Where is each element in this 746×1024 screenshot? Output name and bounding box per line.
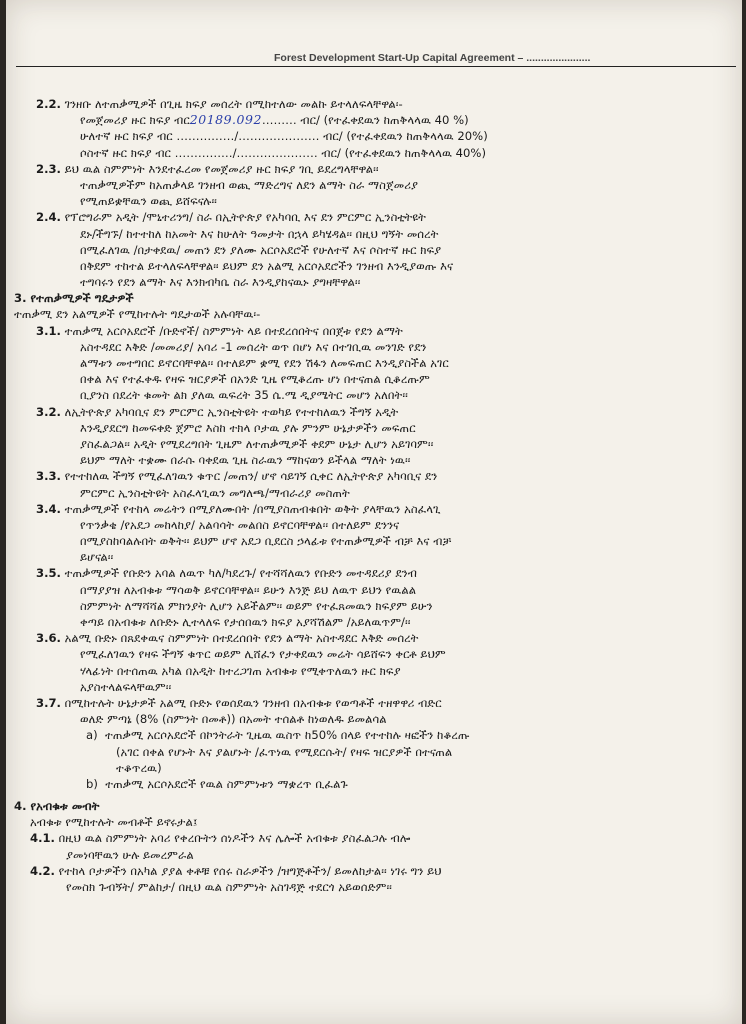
clause-line: በቀል እና የተፈቀዱ የዛፍ ዝርያዎች በአንድ ጊዜ የሚቆረጡ ሆነ በተናጠል ሲቆረጡም [80, 372, 430, 387]
clause-number: 4.1. [30, 831, 55, 846]
clause-text: ተጠቃሚዎች የቡድን አባል ለዉጥ ካለ/ካደረጉ/ የተሻሻለዉን የቡድን መተዳደሪያ ደንብ [64, 566, 417, 581]
sub-item-line: (አገር በቀል የሆኑት እና ያልሆኑት /ፈጥነዉ የሚደርሱት/ የዛፍ ዝርያዎች በተናጠል [116, 744, 453, 759]
clause-line: ስምምነት ለማሻሻል ምክንያት ሊሆን አይችልም፡፡ ወይም የተፈጸመዉን ክፍያም ይሁን [80, 598, 433, 613]
clause-line [36, 161, 742, 177]
clause-text: ተጠቃሚ አርሶአደሮች /ቡድኖች/ ስምምነት ላይ በተደረሰበትና በበጀቱ የደን ልማት [64, 323, 403, 338]
clause-text: ተጠቃሚዎች የተከላ መሬትን በሚያለሙበት /በሚያስጠብቁበት ወቅት ያላቸዉን አስፈላጊ [64, 501, 441, 516]
clause-number: 2.4. [36, 210, 61, 225]
clause-line: በማያያዝ ለአብቁቱ ማሳወቅ ይኖርባቸዋል፡፡ ይሁን እንጅ ይህ ለዉጥ ይህን የዉልል [80, 582, 417, 597]
clause-number: 4.2. [30, 863, 55, 878]
clause-line [36, 209, 742, 225]
clause-line: ተግባሩን የደን ልማት እና እንክብካቤ ስራ እንዲያከናዉኑ ያግዛቸዋል፡፡ [80, 275, 361, 290]
clause-line: ሶስተኛ ዙር ክፍያ ብር ……………/………………… ብር/ (የተፈቀደዉን ከጠቅላላዉ 40%) [80, 145, 486, 160]
section-intro: ተጠቃሚ ደን አልሚዎች የሚከተሉት ግዴታወች አሉባቸዉ፡- [14, 307, 261, 322]
sub-item-line [86, 727, 742, 743]
clause-line [80, 112, 742, 128]
clause-line: የጥንቃቄ /የአደጋ መከላከያ/ አልባሳት መልበስ ይኖርባቸዋል፡፡ በተለይም ደንንና [80, 517, 400, 532]
document-page [6, 0, 742, 1024]
clause-line: እንዲያደርግ ከመፍቀድ ጀምሮ እስከ ተክላ ቦታዉ ያሉ ምንም ሁኔታዎችን መፍጠር [80, 420, 416, 435]
clause-text: ተጠቃሚ አርሶአደሮች የዉል ስምምነቱን ማቋረጥ ቢፈልጉ [105, 776, 348, 791]
clause-text: ተጠቃሚ አርሶአደሮች በኮንትራት ጊዜዉ ዉስጥ ከ50% በላይ የተተከሉ ዛፎችን ከቆረጡ [105, 728, 470, 743]
clause-line: ቢያንስ በደረት ቁመት ልክ ያለዉ ዉፍረት 35 ሴ.ሜ ዲያሜትር መሆን አለበት፡፡ [80, 388, 408, 403]
clause-line [30, 863, 742, 879]
clause-line: ቀጣይ በአብቁቱ ለቡድኑ ሊተላለፍ የታሰበዉን ክፍያ አያሻሽልም /አይለዉጥም/፡፡ [80, 615, 411, 629]
clause-line [36, 468, 742, 484]
clause-line: ሁለተኛ ዙር ክፍያ ብር ……………/………………… ብር/ (የተፈቀደዉን ከጠቅላላዉ 20%) [80, 129, 488, 144]
clause-text: ይህ ዉል ስምምነት እንደተፈረመ የመጀመሪያ ዙር ክፍያ ገቢ ይደረግላቸዋል፡፡ [64, 161, 379, 176]
clause-line [36, 695, 742, 711]
clause-line: ወለድ ምጣኔ (8% (ስምንት በመቶ)) በአመት ተሰልቶ ከነወለዱ ይመልሳል [80, 712, 387, 727]
clause-text: አልሚ ቡድኑ በጸደቀዉና ስምምነት በተደረሰበት የደን ልማት አስተዳደር እቅድ መሰረት [64, 631, 419, 646]
clause-number: 3.3. [36, 469, 61, 484]
clause-line: ያስፈልጋል፡፡ አዲት የሚደረግበት ጊዜም ለተጠቃሚዎች ቀደም ሁኔታ ሊሆን አይገባም፡፡ [80, 436, 434, 451]
clause-line: በቅደም ተከተል ይተላለፍላቸዋል፡፡ ይህም ደን አልሚ አርሶአደሮችን ገንዘብ እንዲያወጡ እና [80, 258, 454, 273]
clause-line [36, 96, 742, 112]
clause-text: ገንዘቡ ለተጠቃሚዎች በጊዜ ክፍያ መሰረት በሚከተለው መልኩ ይተላለፍላቸዋል፡- [64, 97, 403, 111]
clause-line: ምርምር ኢንስቲትዩት አስፈላጊዉን መግለጫ/ማብራሪያ መስጠት [80, 485, 350, 500]
clause-text: የመጀመሪያ ዙር ክፍያ ብር [80, 113, 190, 128]
clause-line: አያስተላልፍላቸዉም፡፡ [80, 679, 172, 694]
sub-item-marker: b) [86, 776, 98, 791]
clause-line [36, 565, 742, 581]
clause-text: የተተከለዉ ችግኝ የሚፈለገዉን ቁጥር /መጠን/ ሆኖ ሳይገኝ ሲቀር ለኢትዮጵያ አካባቢና ደን [64, 469, 438, 484]
clause-text: በሚከተሉት ሁኔታዎች አልሚ ቡድኑ የወሰደዉን ገንዘብ በአብቁቱ የወጣቶች ተዘዋዋሪ ብድር [64, 695, 442, 710]
clause-line [36, 323, 742, 339]
clause-line: ተጠቃሚዎችም ከአጠቃላይ ገንዘብ ወጪ ማድረግና ለደን ልማት ስራ ማስጀመሪያ [80, 177, 419, 192]
clause-line: ይህም ማለት ተቋሙ በራሱ ባቀደዉ ጊዜ ስራዉን ማከናወን ይችላል ማለት ነዉ፡፡ [80, 453, 411, 468]
clause-line: አስተዳደር እቅድ /መመሪያ/ አባሪ -1 መሰረት ወጥ በሆነ እና በተገቢዉ መንገድ የደን [80, 339, 427, 354]
clause-text: በዚህ ዉል ስምምነት አባሪ የቀረቡትን ሰነዶችን እና ሌሎች አብቁቱ ያስፈልጋሉ ብሎ [58, 831, 411, 846]
clause-text: የፕሮግራም አዲት /ሞኒተሪንግ/ ስራ በኢትዮጵያ የአካባቢ እና ደን ምርምር ኢንስቲትዩት [64, 210, 426, 225]
clause-number: 3.4. [36, 501, 61, 516]
clause-number: 2.3. [36, 161, 61, 176]
section-heading: 4. የአብቁቱ መብት [14, 799, 100, 814]
page-header: Forest Development Start-Up Capital Agreement – ...................... [274, 52, 591, 64]
clause-line: ይሆናል፡፡ [80, 550, 114, 565]
clause-line: ደኑ/ችግኙ/ ከተተከለ ከአመት እና ከሁለት ዓመታት በኋላ ይካሄዳል፡፡ በዚህ ግኝት መሰረት [80, 226, 439, 241]
clause-number: 3.2. [36, 404, 61, 419]
sub-item-line: ተቆጥረዉ) [116, 760, 162, 775]
clause-number: 2.2. [36, 97, 61, 111]
clause-line: በሚያስከባልሉበት ወቅት፡፡ ይህም ሆኖ አደጋ ቢደርስ ኃላፊቱ የተጠቃሚዎች ብቻ እና ብቻ [80, 534, 452, 549]
clause-line: ልማቱን መተግበር ይኖርባቸዋል፡፡ በተለይም ቋሚ የደን ሽፋን ለመፍጠር እንዲያስችል አገር [80, 356, 449, 370]
header-rule [16, 66, 736, 67]
clause-line: የመስክ ጉብኝት/ ምልከታ/ በዚህ ዉል ስምምነት አስገዳጅ ተደርጎ አይወሰድም፡፡ [66, 880, 392, 894]
section-intro: አብቁቱ የሚከተሉት መብቶች ይኖሩታል፤ [30, 815, 198, 830]
clause-line [36, 404, 742, 420]
clause-text: ……… ብር/ (የተፈቀደዉን ከጠቅላላዉ 40 %) [261, 113, 469, 128]
handwritten-amount: 20189.092 [189, 112, 262, 128]
clause-line: ያመነባቸዉን ሁሉ ይመረምራል [66, 847, 194, 862]
clause-line [30, 830, 742, 846]
clause-text: የተከላ ቦታዎችን በአካል ያያል ቀቶቹ የሰሩ ስራዎችን /ዝግጅቶችን/ ይመለከታል፡፡ ነገሩ ግን ይህ [58, 863, 442, 878]
sub-item-marker: a) [86, 728, 98, 743]
document-body [6, 96, 742, 895]
clause-line: የሚፈለገዉን የዛፍ ችግኝ ቁጥር ወይም ሊሸፈን የታቀደዉን መሬት ሳይሸፍን ቀርቶ ይህም [80, 647, 446, 662]
clause-line [36, 630, 742, 646]
clause-line: የሚጠይቋቸዉን ወጪ ይሸፍናሉ፡፡ [80, 194, 217, 209]
clause-line: ሃላፊነት በተሰጠዉ አካል በአዲት ከተረጋገጠ አብቁቱ የሚቀጥለዉን ዙር ክፍያ [80, 663, 401, 678]
clause-number: 3.5. [36, 566, 61, 581]
sub-item-line [86, 776, 742, 792]
section-heading: 3. የተጠቃሚዎች ግዴታዎች [14, 291, 134, 306]
clause-text: ለኢትዮጵያ አካባቢና ደን ምርምር ኢንስቲትዩት ተወካይ የተተከለዉን ችግኝ አዲት [64, 404, 399, 419]
clause-number: 3.1. [36, 323, 61, 338]
clause-line [36, 501, 742, 517]
clause-number: 3.6. [36, 631, 61, 646]
clause-number: 3.7. [36, 695, 61, 710]
clause-line: በሚፈለገዉ /በታቀደዉ/ መጠን ደን ያለሙ አርሶአደሮች የሁለተኛ እና ሶስተኛ ዙር ክፍያ [80, 242, 442, 257]
